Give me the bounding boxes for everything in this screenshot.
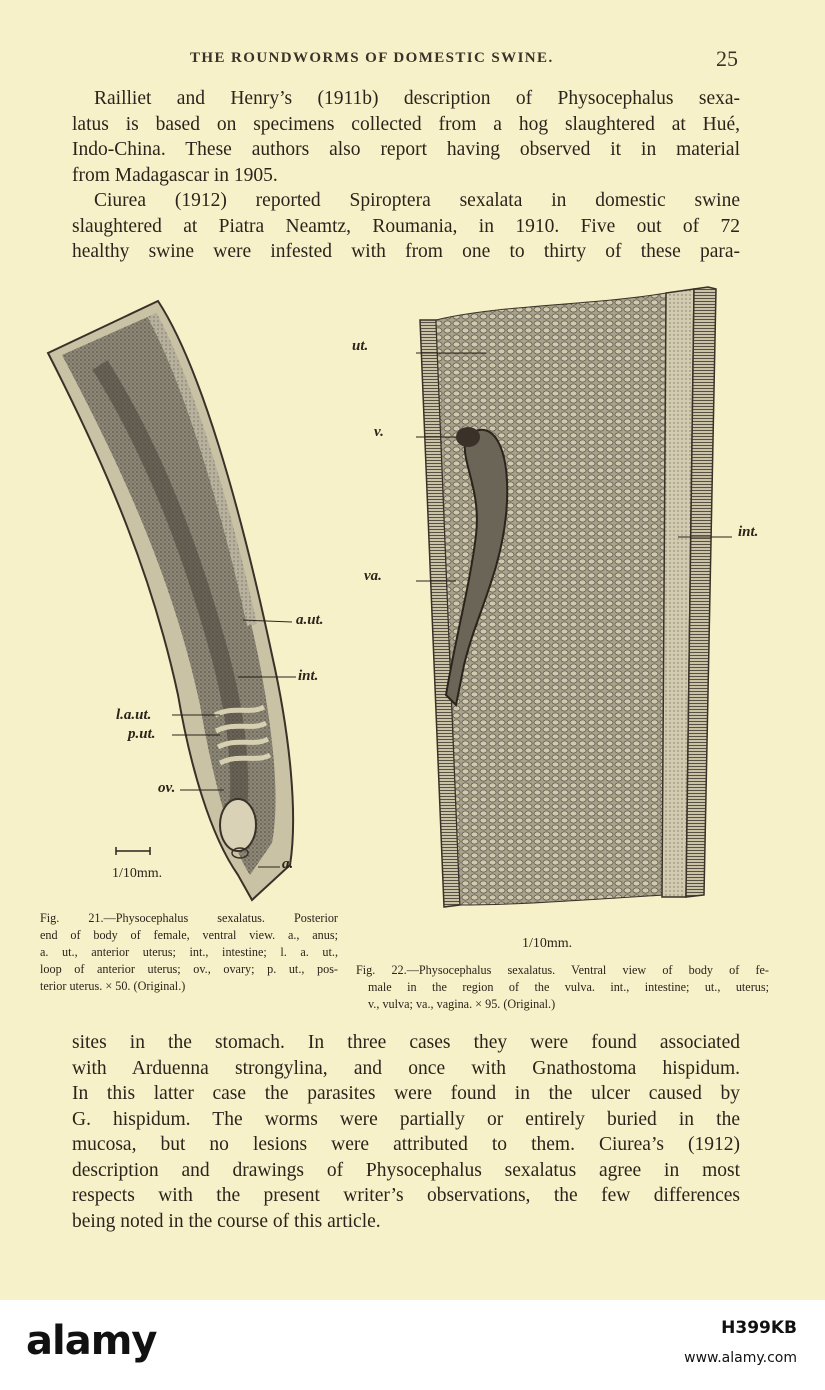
text-line: Railliet and Henry’s (1911b) description of Physocephalus sexa- [94, 88, 740, 109]
fig22-label-int: int. [738, 524, 759, 540]
running-title: THE ROUNDWORMS OF DOMESTIC SWINE. [190, 50, 554, 66]
fig21-label-ov: ov. [158, 780, 176, 796]
figure-21-caption [40, 910, 338, 995]
fig21-label-int: int. [298, 668, 319, 684]
text-line: latus is based on specimens collected from a hog slaughtered at Hué, [72, 113, 740, 135]
figure-22-illustration [416, 285, 732, 915]
text-line: G. hispidum. The worms were partially or entirely buried in the [72, 1108, 740, 1130]
fig21-scale-label: 1/10mm. [112, 866, 163, 881]
fig21-label-p-ut: p.ut. [128, 726, 156, 742]
caption-line: a. ut., anterior uterus; int., intestine; l. a. ut., [40, 945, 338, 959]
figure-21-illustration [40, 295, 330, 905]
fig22-label-ut: ut. [352, 338, 369, 354]
fig21-label-l-a-ut: l.a.ut. [116, 707, 152, 723]
text-line: In this latter case the parasites were found in the ulcer caused by [72, 1083, 740, 1104]
image-id: H399KB [721, 1318, 797, 1338]
caption-line: end of body of female, ventral view. a., anus; [40, 928, 338, 942]
running-header [0, 46, 825, 72]
text-line: slaughtered at Piatra Neamtz, Roumania, in 1910. Five out of 72 [72, 215, 740, 237]
paragraph-3 [72, 1030, 740, 1234]
fig22-label-va: va. [364, 568, 382, 584]
caption-line: male in the region of the vulva. int., intestine; ut., uterus; [368, 980, 769, 994]
text-line: Ciurea (1912) reported Spiroptera sexalata in domestic swine [94, 190, 740, 211]
caption-line: v., vulva; va., vagina. × 95. (Original.) [368, 997, 556, 1011]
page-number: 25 [716, 46, 738, 71]
text-line: from Madagascar in 1905. [72, 164, 278, 186]
caption-line: Fig. 22.—Physocephalus sexalatus. Ventral view of body of fe- [356, 963, 769, 977]
fig22-label-v: v. [374, 424, 384, 440]
caption-line: terior uterus. × 50. (Original.) [40, 979, 186, 993]
text-line: sites in the stomach. In three cases they were found associated [72, 1032, 740, 1053]
fig21-label-a-ut: a.ut. [296, 612, 324, 628]
text-line: Indo-China. These authors also report having observed it in material [72, 139, 740, 160]
paragraph-2 [72, 188, 740, 265]
text-line: respects with the present writer’s observations, the few differences [72, 1185, 740, 1206]
fig21-label-a: a. [282, 856, 294, 872]
text-line: with Arduenna strongylina, and once with Gnathostoma hispidum. [72, 1057, 740, 1079]
caption-line: loop of anterior uterus; ov., ovary; p. ut., pos- [40, 962, 338, 976]
figure-22-caption [356, 962, 769, 1013]
paragraph-1 [72, 86, 740, 188]
caption-line: Fig. 21.—Physocephalus sexalatus. Posterior [40, 911, 338, 925]
site-url: www.alamy.com [684, 1350, 797, 1366]
stock-footer [0, 1300, 825, 1390]
text-line: healthy swine were infested with from one to thirty of these para- [72, 241, 740, 262]
text-line: mucosa, but no lesions were attributed to them. Ciurea’s (1912) [72, 1134, 740, 1155]
text-line: being noted in the course of this article. [72, 1210, 381, 1232]
text-line: description and drawings of Physocephalus sexalatus agree in most [72, 1159, 740, 1181]
alamy-logo: alamy [26, 1318, 157, 1364]
fig22-scale-label: 1/10mm. [522, 936, 573, 951]
